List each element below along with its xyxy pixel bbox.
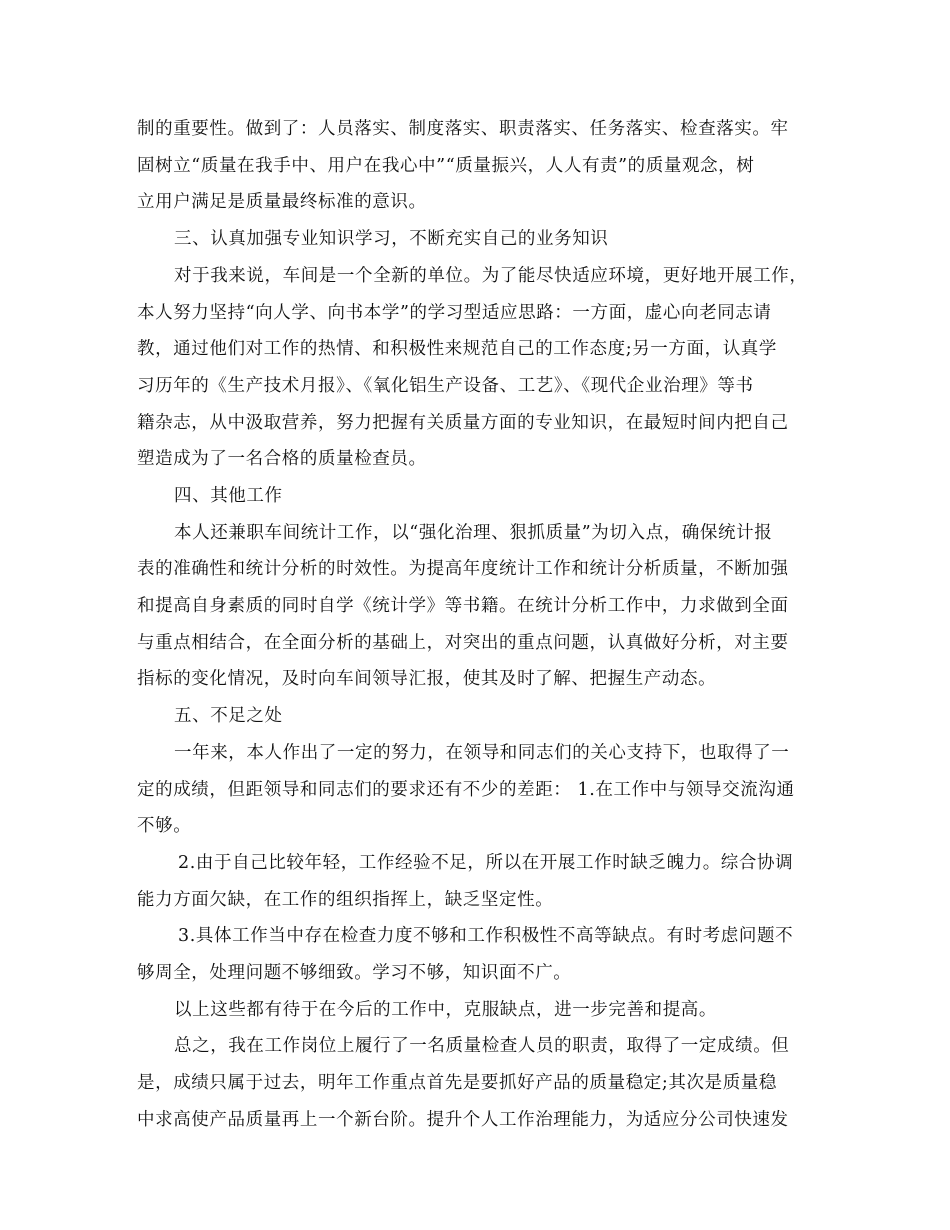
text-line: 对于我来说，车间是一个全新的单位。为了能尽快适应环境，更好地开展工作， <box>174 266 808 286</box>
text-line: 固树立“质量在我手中、用户在我心中”“质量振兴，人人有责”的质量观念，树 <box>137 156 755 176</box>
text-line: 本人还兼职车间统计工作，以“强化治理、狠抓质量”为切入点，确保统计报 <box>174 523 773 543</box>
text-line: 3.具体工作当中存在检查力度不够和工作积极性不高等缺点。有时考虑问题不 <box>178 926 794 946</box>
text-line: 和提高自身素质的同时自学《统计学》等书籍。在统计分析工作中，力求做到全面 <box>137 596 789 616</box>
section-heading: 五、不足之处 <box>174 706 283 726</box>
text-line: 以上这些都有待于在今后的工作中，克服缺点，进一步完善和提高。 <box>174 1000 717 1020</box>
text-line: 指标的变化情况，及时向车间领导汇报，使其及时了解、把握生产动态。 <box>137 669 717 689</box>
text-line: 与重点相结合，在全面分析的基础上，对突出的重点问题，认真做好分析，对主要 <box>137 633 789 653</box>
text-line: 立用户满足是质量最终标准的意识。 <box>137 192 427 212</box>
text-line: 习历年的《生产技术月报》、《氧化铝生产设备、工艺》、《现代企业治理》等书 <box>137 376 754 396</box>
text-line: 塑造成为了一名合格的质量检查员。 <box>137 449 427 469</box>
text-line: 教，通过他们对工作的热情、和积极性来规范自己的工作态度;另一方面，认真学 <box>137 339 777 359</box>
text-line: 本人努力坚持“向人学、向书本学”的学习型适应思路：一方面，虚心向老同志请 <box>137 303 772 323</box>
text-line: 一年来，本人作出了一定的努力，在领导和同志们的关心支持下，也取得了一 <box>174 743 790 763</box>
text-line: 能力方面欠缺，在工作的组织指挥上，缺乏坚定性。 <box>137 890 554 910</box>
text-line: 2.由于自己比较年轻，工作经验不足，所以在开展工作时缺乏魄力。综合协调 <box>178 853 794 873</box>
section-heading: 四、其他工作 <box>174 486 283 506</box>
text-line: 定的成绩，但距领导和同志们的要求还有不少的差距： 1.在工作中与领导交流沟通 <box>137 780 795 800</box>
text-line: 够周全，处理问题不够细致。学习不够，知识面不广。 <box>137 963 572 983</box>
text-line: 表的准确性和统计分析的时效性。为提高年度统计工作和统计分析质量，不断加强 <box>137 559 789 579</box>
section-heading: 三、认真加强专业知识学习，不断充实自己的业务知识 <box>174 229 609 249</box>
text-line: 中求高使产品质量再上一个新台阶。提升个人工作治理能力，为适应分公司快速发 <box>137 1110 789 1130</box>
text-line: 总之，我在工作岗位上履行了一名质量检查人员的职责，取得了一定成绩。但 <box>174 1036 790 1056</box>
text-line: 籍杂志，从中汲取营养，努力把握有关质量方面的专业知识，在最短时间内把自己 <box>137 413 789 433</box>
text-line: 不够。 <box>137 816 192 836</box>
text-line: 是，成绩只属于过去，明年工作重点首先是要抓好产品的质量稳定;其次是质量稳 <box>137 1073 777 1093</box>
text-line: 制的重要性。做到了：人员落实、制度落实、职责落实、任务落实、检查落实。牢 <box>137 119 789 139</box>
